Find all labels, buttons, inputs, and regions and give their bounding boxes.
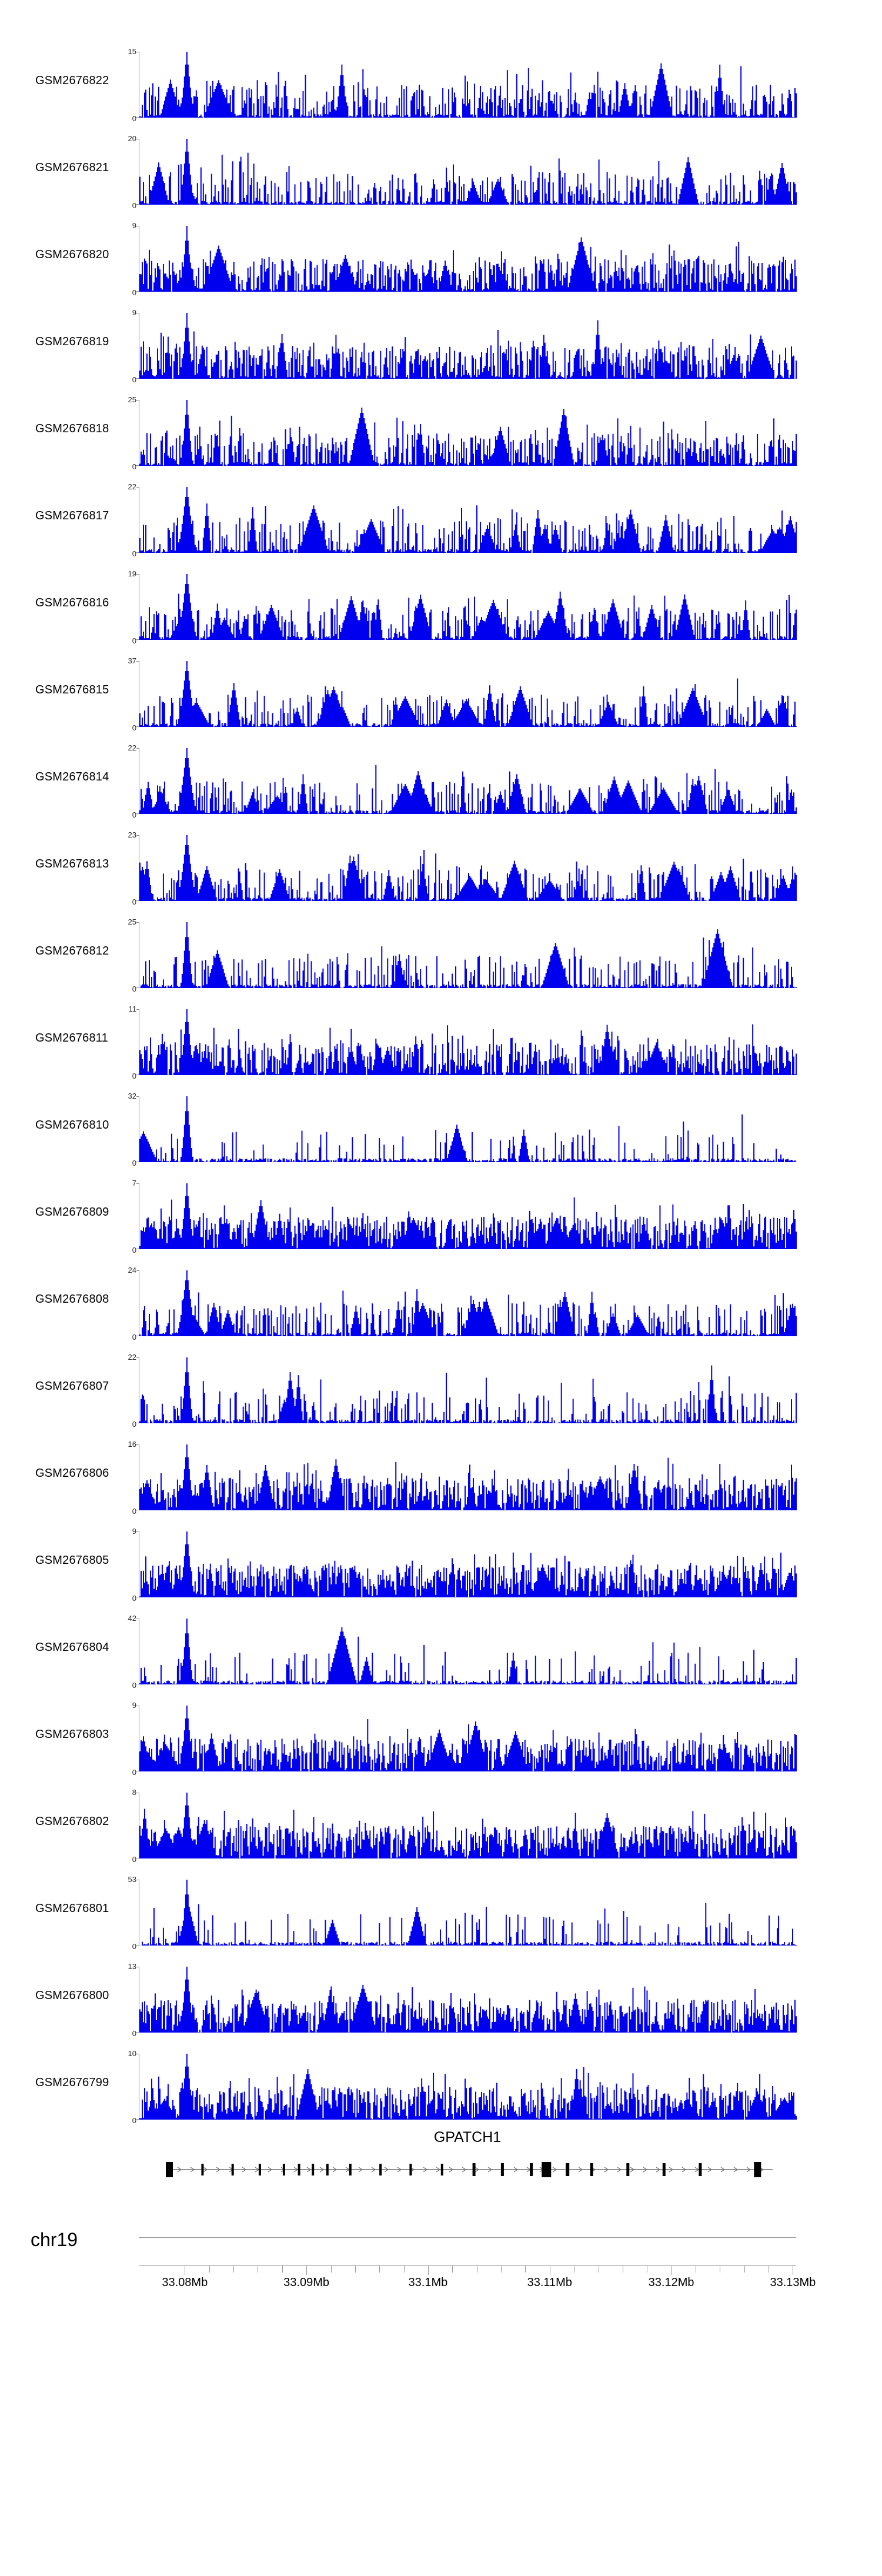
track-plot-area: [128, 569, 797, 645]
coverage-area-path: [139, 835, 797, 901]
track-sample-label: GSM2676817: [35, 509, 109, 522]
track-plot-area: [128, 1092, 797, 1167]
track-y-max-label: 42: [128, 1614, 136, 1623]
gene-exon: [349, 2164, 352, 2175]
coverage-area-path: [139, 1096, 797, 1162]
coverage-track: [0, 302, 882, 389]
coverage-area-path: [139, 1706, 797, 1771]
coverage-track: [0, 2043, 882, 2130]
axis-tick-label: 33.11Mb: [527, 2276, 572, 2289]
coverage-area-path: [139, 1531, 797, 1597]
axis-minor-tick: [209, 2265, 210, 2273]
genome-axis: [139, 2227, 816, 2297]
track-plot-area: [132, 1788, 797, 1864]
track-y-min-label: 0: [132, 1507, 136, 1516]
gene-exon: [259, 2164, 261, 2175]
track-y-min-label: 0: [132, 1246, 136, 1254]
coverage-track: [0, 563, 882, 650]
track-axis-tick-top: [136, 661, 139, 662]
gene-exon: [409, 2164, 412, 2175]
track-sample-label: GSM2676816: [35, 596, 109, 609]
coverage-area-path: [139, 748, 797, 814]
track-axis-tick-bottom: [136, 552, 139, 553]
track-plot-area: [128, 743, 797, 819]
track-axis-tick-bottom: [136, 987, 139, 988]
track-axis-tick-top: [136, 922, 139, 923]
track-y-max-label: 15: [128, 47, 136, 56]
gene-model-svg: [139, 2154, 796, 2185]
track-sample-label: GSM2676818: [35, 422, 109, 435]
gene-exon: [166, 2162, 173, 2177]
track-sample-label: GSM2676803: [35, 1728, 109, 1741]
track-y-min-label: 0: [132, 1594, 136, 1603]
track-y-min-label: 0: [132, 723, 136, 732]
track-y-min-label: 0: [132, 636, 136, 645]
track-plot-area: [128, 830, 797, 906]
coverage-track: [0, 1956, 882, 2043]
track-y-min-label: 0: [132, 114, 136, 123]
track-y-max-label: 22: [128, 1353, 136, 1362]
coverage-area-path: [139, 487, 797, 553]
track-sample-label: GSM2676800: [35, 1989, 109, 2002]
track-sample-label: GSM2676802: [35, 1815, 109, 1828]
coverage-area-path: [139, 313, 797, 379]
track-sample-label: GSM2676820: [35, 248, 109, 261]
track-plot-area: [128, 1353, 797, 1429]
coverage-track: [0, 128, 882, 215]
track-y-max-label: 9: [132, 308, 136, 317]
coverage-track: [0, 650, 882, 738]
track-y-max-label: 8: [132, 1788, 136, 1797]
track-axis-tick-top: [136, 1444, 139, 1445]
axis-tick-label: 33.09Mb: [283, 2276, 330, 2289]
coverage-area-path: [139, 661, 797, 727]
gene-exon: [699, 2163, 701, 2176]
axis-minor-tick: [331, 2265, 332, 2273]
coverage-track: [0, 476, 882, 563]
track-plot-area: [128, 134, 797, 210]
coverage-track: [0, 1260, 882, 1347]
axis-rule-top: [139, 2237, 796, 2238]
track-y-min-label: 0: [132, 1855, 136, 1864]
coverage-track: [0, 1434, 882, 1521]
track-sample-label: GSM2676799: [35, 2076, 109, 2089]
track-y-max-label: 7: [132, 1179, 136, 1187]
coverage-area-path: [139, 1444, 797, 1510]
coverage-track: [0, 1086, 882, 1173]
track-y-max-label: 24: [128, 1266, 136, 1274]
gene-exon: [626, 2163, 629, 2176]
track-axis-tick-bottom: [136, 117, 139, 118]
track-y-min-label: 0: [132, 1420, 136, 1429]
gene-exon: [441, 2164, 443, 2175]
coverage-track: [0, 1869, 882, 1956]
axis-minor-tick: [379, 2265, 380, 2273]
track-y-max-label: 32: [128, 1092, 136, 1100]
track-y-min-label: 0: [132, 375, 136, 384]
track-axis-tick-bottom: [136, 2119, 139, 2120]
gene-exon: [326, 2164, 329, 2175]
axis-minor-tick: [744, 2265, 745, 2273]
track-y-max-label: 23: [128, 830, 136, 839]
track-sample-label: GSM2676815: [35, 683, 109, 696]
track-y-min-label: 0: [132, 985, 136, 993]
coverage-track: [0, 1695, 882, 1782]
track-axis-tick-bottom: [136, 813, 139, 814]
coverage-area-path: [139, 1793, 797, 1858]
track-axis-tick-bottom: [136, 900, 139, 901]
gene-exon: [590, 2163, 593, 2176]
track-y-min-label: 0: [132, 288, 136, 297]
coverage-area-path: [139, 1880, 797, 1946]
coverage-track: [0, 41, 882, 128]
track-plot-area: [128, 1962, 797, 2038]
coverage-track: [0, 1782, 882, 1869]
track-plot-area: [128, 1875, 797, 1951]
track-y-min-label: 0: [132, 462, 136, 471]
track-plot-area: [128, 656, 797, 732]
coverage-track: [0, 999, 882, 1086]
axis-minor-tick: [452, 2265, 453, 2273]
track-axis-tick-bottom: [136, 639, 139, 640]
track-y-min-label: 0: [132, 1159, 136, 1167]
axis-major-tick: [306, 2265, 307, 2275]
coverage-area-path: [139, 400, 797, 466]
track-y-max-label: 22: [128, 482, 136, 491]
axis-minor-tick: [404, 2265, 405, 2273]
track-plot-area: [128, 917, 797, 993]
coverage-track: [0, 738, 882, 825]
track-sample-label: GSM2676806: [35, 1467, 109, 1480]
chromosome-label: chr19: [31, 2229, 78, 2250]
track-y-max-label: 19: [128, 569, 136, 578]
track-sample-label: GSM2676804: [35, 1641, 109, 1654]
track-plot-area: [132, 1179, 797, 1254]
track-sample-label: GSM2676809: [35, 1206, 109, 1219]
coverage-track: [0, 1173, 882, 1260]
track-y-min-label: 0: [132, 2116, 136, 2125]
track-y-max-label: 25: [128, 917, 136, 926]
gene-exon: [298, 2164, 300, 2175]
track-axis-tick-bottom: [136, 1945, 139, 1946]
track-axis-tick-top: [136, 400, 139, 401]
track-axis-tick-bottom: [136, 291, 139, 292]
track-axis-tick-top: [136, 748, 139, 749]
axis-minor-tick: [501, 2265, 502, 2273]
track-sample-label: GSM2676813: [35, 857, 109, 870]
track-plot-area: [128, 1440, 797, 1516]
track-y-min-label: 0: [132, 1681, 136, 1690]
track-y-max-label: 11: [128, 1005, 136, 1013]
coverage-area-path: [139, 574, 797, 640]
gene-exon: [201, 2164, 203, 2175]
coverage-track: [0, 389, 882, 476]
coverage-area-path: [139, 226, 797, 292]
gene-exon: [232, 2164, 234, 2175]
track-plot-area: [128, 1266, 797, 1342]
gene-model-panel: [139, 2129, 796, 2194]
gene-exon: [312, 2164, 314, 2175]
gene-name-label: GPATCH1: [433, 2129, 502, 2145]
coverage-area-path: [139, 1009, 797, 1075]
track-plot-area: [132, 1527, 797, 1603]
axis-minor-tick: [355, 2265, 356, 2273]
track-y-max-label: 9: [132, 221, 136, 230]
track-axis-tick-bottom: [136, 378, 139, 379]
track-sample-label: GSM2676811: [35, 1032, 108, 1045]
coverage-track: [0, 1521, 882, 1608]
track-plot-area: [132, 308, 797, 384]
axis-tick-label: 33.13Mb: [770, 2276, 816, 2289]
coverage-area-path: [139, 1183, 797, 1249]
gene-exon: [663, 2163, 666, 2176]
track-plot-area: [128, 395, 797, 471]
track-sample-label: GSM2676812: [35, 945, 109, 957]
gene-exon: [542, 2162, 551, 2177]
axis-minor-tick: [525, 2265, 526, 2273]
axis-minor-tick: [282, 2265, 283, 2273]
track-sample-label: GSM2676821: [35, 161, 109, 174]
coverage-track: [0, 1608, 882, 1695]
track-y-max-label: 20: [128, 134, 136, 143]
axis-major-tick: [671, 2265, 672, 2275]
track-axis-tick-top: [136, 1183, 139, 1184]
track-sample-label: GSM2676801: [35, 1902, 109, 1915]
gene-exon: [566, 2163, 569, 2176]
track-y-min-label: 0: [132, 897, 136, 906]
gene-exon: [530, 2163, 533, 2176]
track-y-min-label: 0: [132, 1768, 136, 1777]
axis-minor-tick: [233, 2265, 234, 2273]
track-axis-tick-bottom: [136, 204, 139, 205]
coverage-track-list: [0, 41, 882, 2130]
track-sample-label: GSM2676808: [35, 1293, 109, 1306]
track-axis-tick-top: [136, 487, 139, 488]
coverage-area-path: [139, 922, 797, 988]
coverage-area-path: [139, 2054, 797, 2120]
gene-exon: [754, 2162, 761, 2177]
track-y-max-label: 16: [128, 1440, 136, 1449]
track-sample-label: GSM2676805: [35, 1554, 109, 1567]
track-axis-tick-top: [136, 574, 139, 575]
track-y-min-label: 0: [132, 2029, 136, 2038]
track-y-max-label: 22: [128, 743, 136, 752]
track-plot-area: [128, 2049, 797, 2125]
coverage-area-path: [139, 139, 797, 205]
gene-exon: [473, 2163, 476, 2176]
coverage-track: [0, 1347, 882, 1434]
track-y-min-label: 0: [132, 201, 136, 210]
track-y-max-label: 9: [132, 1701, 136, 1710]
axis-major-tick: [428, 2265, 429, 2275]
coverage-area-path: [139, 1270, 797, 1336]
track-y-max-label: 53: [128, 1875, 136, 1884]
track-axis-tick-bottom: [136, 2032, 139, 2033]
track-y-min-label: 0: [132, 549, 136, 558]
track-y-min-label: 0: [132, 1333, 136, 1342]
track-y-max-label: 13: [128, 1962, 136, 1971]
track-axis-tick-bottom: [136, 726, 139, 727]
track-sample-label: GSM2676807: [35, 1380, 109, 1393]
axis-rule-bottom: [139, 2265, 796, 2266]
track-plot-area: [128, 1005, 797, 1080]
track-axis-tick-top: [136, 1009, 139, 1010]
track-axis-tick-top: [136, 835, 139, 836]
track-sample-label: GSM2676814: [35, 770, 109, 783]
coverage-area-path: [139, 1967, 797, 2033]
coverage-track: [0, 825, 882, 912]
axis-tick-label: 33.08Mb: [162, 2276, 208, 2289]
track-sample-label: GSM2676810: [35, 1119, 109, 1132]
track-plot-area: [132, 1701, 797, 1777]
track-y-max-label: 37: [128, 656, 136, 665]
track-y-min-label: 0: [132, 810, 136, 819]
axis-tick-label: 33.1Mb: [408, 2276, 448, 2289]
coverage-area-path: [139, 1357, 797, 1423]
track-plot-area: [128, 47, 797, 123]
gene-exon: [283, 2164, 285, 2175]
track-axis-tick-top: [136, 1531, 139, 1532]
track-axis-tick-top: [136, 1096, 139, 1097]
coverage-track: [0, 912, 882, 999]
track-plot-area: [128, 1614, 797, 1690]
track-axis-tick-top: [136, 1270, 139, 1271]
track-y-max-label: 25: [128, 395, 136, 404]
track-y-min-label: 0: [132, 1072, 136, 1080]
track-axis-tick-bottom: [136, 465, 139, 466]
track-sample-label: GSM2676822: [35, 74, 109, 87]
axis-tick-label: 33.12Mb: [648, 2276, 694, 2289]
track-axis-tick-top: [136, 1357, 139, 1358]
track-sample-label: GSM2676819: [35, 335, 109, 348]
coverage-track: [0, 215, 882, 302]
gene-exon: [379, 2164, 382, 2175]
track-plot-area: [132, 221, 797, 297]
coverage-area-path: [139, 1619, 797, 1684]
track-y-min-label: 0: [132, 1942, 136, 1951]
gene-exon: [501, 2163, 504, 2176]
coverage-area-path: [139, 52, 797, 118]
track-plot-area: [128, 482, 797, 558]
track-y-max-label: 10: [128, 2049, 136, 2058]
track-y-max-label: 9: [132, 1527, 136, 1536]
